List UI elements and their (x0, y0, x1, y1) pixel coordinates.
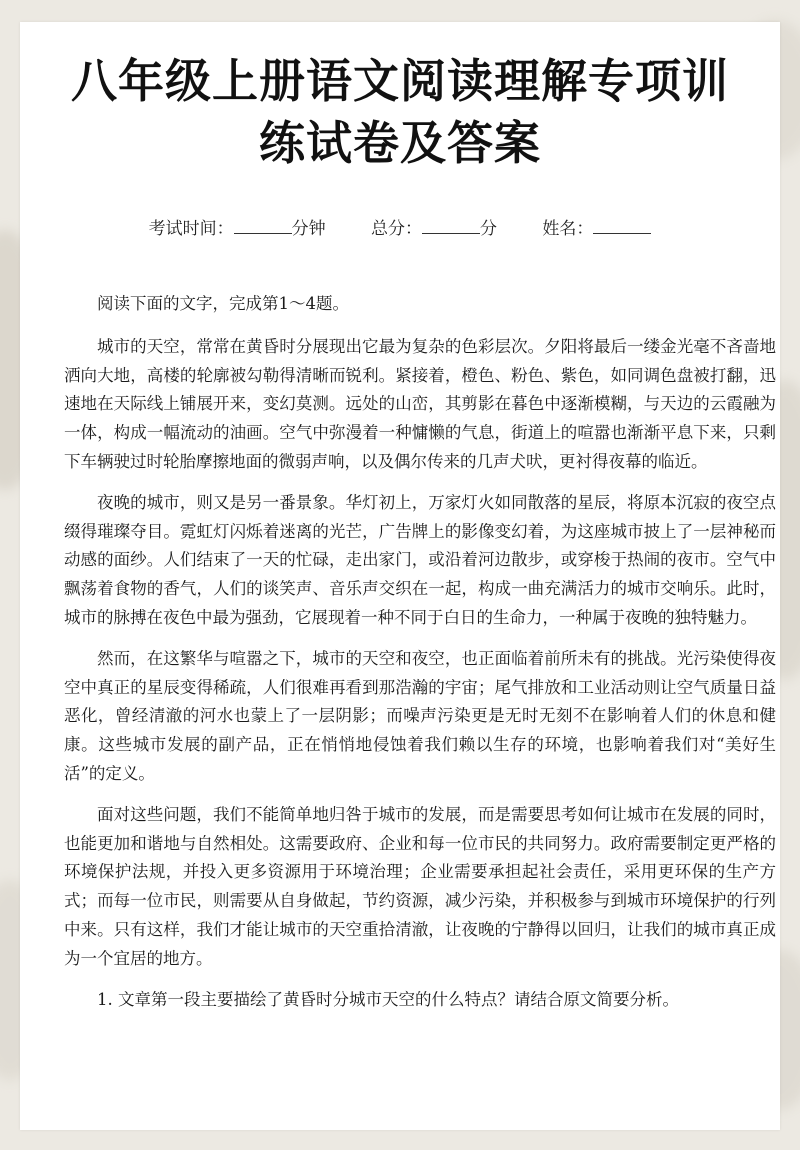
total-score-unit: 分 (480, 219, 497, 239)
exam-time-unit: 分钟 (291, 219, 326, 239)
total-score-field (371, 214, 497, 239)
passage-paragraph-3: 然而，在这繁华与喧嚣之下，城市的天空和夜空，也正面临着前所未有的挑战。光污染使得夜空中真正的星辰变得稀疏，人们很难再看到那浩瀚的宇宙；尾气排放和工业活动则让空气质量日益恶化，曾经清澈的河水也蒙上了一层阴影；而噪声污染更是无时无刻不在影响着人们的休息和健康。这些城市发展的副产品，正在悄悄地侵蚀着我们赖以生存的环境，也影响着我们对“美好生活”的定义。 (64, 648, 776, 783)
title-line-2: 练试卷及答案 (259, 116, 541, 170)
exam-time-label: 考试时间： (148, 219, 234, 239)
reading-instruction: 阅读下面的文字，完成第1～4题。 (97, 294, 349, 313)
reading-content (64, 290, 776, 1026)
name-label: 姓名： (542, 219, 594, 239)
exam-time-blank (234, 219, 292, 234)
passage-paragraph-1: 城市的天空，常常在黄昏时分展现出它最为复杂的色彩层次。夕阳将最后一缕金光毫不吝啬地洒向大地，高楼的轮廓被勾勒得清晰而锐利。紧接着，橙色、粉色、紫色，如同调色盘被打翻，迅速地在天际线上铺展开来，变幻莫测。远处的山峦，其剪影在暮色中逐渐模糊，与天边的云霞融为一体，构成一幅流动的油画。空气中弥漫着一种慵懒的气息，街道上的喧嚣也渐渐平息下来，只剩下车辆驶过时轮胎摩擦地面的微弱声响，以及偶尔传来的几声犬吠，更衬得夜幕的临近。 (64, 336, 776, 471)
page-title (20, 50, 780, 174)
name-field (542, 214, 651, 239)
question-1: 1. 文章第一段主要描绘了黄昏时分城市天空的什么特点？请结合原文简要分析。 (97, 989, 679, 1009)
exam-info-row (20, 214, 780, 239)
name-blank (593, 219, 651, 234)
passage-paragraph-4: 面对这些问题，我们不能简单地归咎于城市的发展，而是需要思考如何让城市在发展的同时，也能更加和谐地与自然相处。这需要政府、企业和每一位市民的共同努力。政府需要制定更严格的环境保护法规，并投入更多资源用于环境治理；企业需要承担起社会责任，采用更环保的生产方式；而每一位市民，则需要从自身做起，节约资源，减少污染，并积极参与到城市环境保护的行列中来。只有这样，我们才能让城市的天空重拾清澈，让夜晚的宁静得以回归，让我们的城市真正成为一个宜居的地方。 (64, 804, 776, 968)
title-line-1: 八年级上册语文阅读理解专项训 (71, 54, 729, 108)
total-score-label: 总分： (371, 219, 422, 239)
exam-paper (20, 22, 780, 1130)
total-score-blank (422, 219, 480, 234)
exam-time-field (149, 214, 326, 239)
passage-paragraph-2: 夜晚的城市，则又是另一番景象。华灯初上，万家灯火如同散落的星辰，将原本沉寂的夜空点缀得璀璨夺目。霓虹灯闪烁着迷离的光芒，广告牌上的影像变幻着，为这座城市披上了一层神秘而动感的面纱。人们结束了一天的忙碌，走出家门，或沿着河边散步，或穿梭于热闹的夜市。空气中飘荡着食物的香气，人们的谈笑声、音乐声交织在一起，构成一曲充满活力的城市交响乐。此时，城市的脉搏在夜色中最为强劲，它展现着一种不同于白日的生命力，一种属于夜晚的独特魅力。 (64, 492, 776, 627)
